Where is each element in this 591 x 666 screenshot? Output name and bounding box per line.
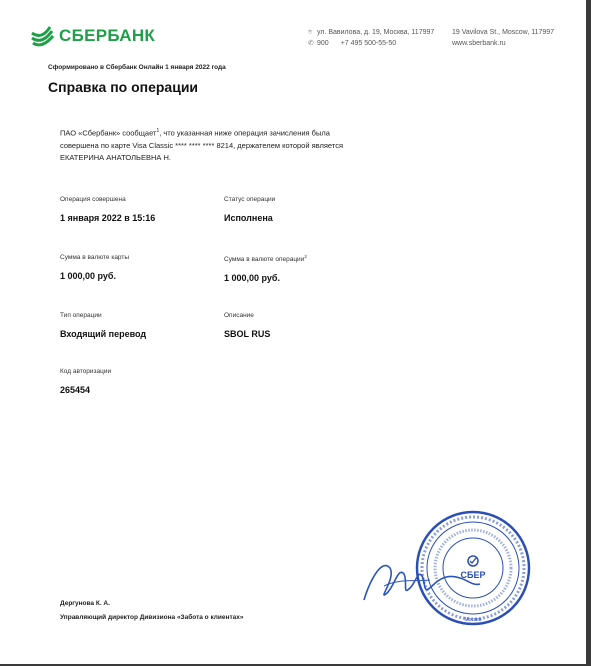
field-operation-type bbox=[60, 312, 146, 339]
field-value: 1 000,00 руб. bbox=[60, 271, 116, 281]
intro-text-line2: совершена по карте Visa Classic **** **** **** 8214, держателем которой является bbox=[60, 140, 344, 150]
field-status bbox=[224, 196, 275, 223]
card-holder-name: ЕКАТЕРИНА АНАТОЛЬЕВНА Н. bbox=[60, 152, 171, 162]
footnote-mark: 1 bbox=[156, 128, 160, 134]
official-seal-icon bbox=[360, 508, 540, 633]
phone-short: 900 bbox=[317, 40, 329, 47]
field-value: 1 000,00 руб. bbox=[224, 273, 280, 284]
field-value: Входящий перевод bbox=[60, 329, 147, 339]
signer-block bbox=[60, 597, 243, 625]
signer-position: Управляющий директор Дивизиона «Забота о клиентах» bbox=[60, 614, 244, 621]
field-value: 265454 bbox=[60, 385, 91, 395]
field-value: 1 января 2022 в 15:16 bbox=[60, 213, 156, 223]
stamp-and-signature bbox=[360, 508, 540, 633]
generated-note: Сформировано в Сбербанк Онлайн 1 января 2022 года bbox=[48, 64, 226, 71]
seal-city: Москва bbox=[464, 617, 482, 623]
field-description bbox=[224, 312, 270, 339]
field-amount-operation bbox=[224, 254, 307, 283]
address-ru: ул. Вавилова, д. 19, Москва, 117997 bbox=[317, 29, 435, 36]
field-value: SBOL RUS bbox=[224, 329, 271, 339]
field-label: Сумма в валюте операции bbox=[224, 256, 305, 264]
website-link[interactable]: www.sberbank.ru bbox=[452, 40, 506, 47]
location-pin-icon: ⌾ bbox=[308, 29, 313, 36]
contacts-en bbox=[452, 27, 554, 49]
field-value: Исполнена bbox=[224, 213, 273, 223]
sberbank-logo-icon bbox=[30, 25, 54, 47]
field-label: Тип операции bbox=[60, 312, 102, 319]
signer-name: Дергунова К. А. bbox=[60, 600, 110, 607]
field-auth-code bbox=[60, 368, 111, 395]
logo-text: СБЕРБАНК bbox=[59, 26, 156, 45]
contacts-ru bbox=[308, 27, 434, 49]
phone-icon: ✆ bbox=[308, 40, 314, 47]
field-label: Операция совершена bbox=[60, 196, 126, 203]
field-label: Статус операции bbox=[224, 196, 276, 203]
phone-long: +7 495 500-55-50 bbox=[340, 40, 397, 47]
field-label: Описание bbox=[224, 312, 254, 319]
sberbank-logo bbox=[30, 25, 155, 47]
field-label: Сумма в валюте карты bbox=[60, 254, 130, 261]
address-en: 19 Vavilova St., Moscow, 117997 bbox=[452, 29, 555, 36]
field-label: Код авторизации bbox=[60, 368, 112, 375]
field-amount-card bbox=[60, 254, 129, 281]
intro-text-b: , что указанная ниже операция зачисления была bbox=[159, 128, 330, 138]
seal-brand: СБЕР bbox=[460, 570, 486, 580]
intro-paragraph bbox=[60, 125, 390, 164]
field-operation-date bbox=[60, 196, 155, 223]
page-title: Справка по операции bbox=[48, 79, 199, 95]
intro-text-a: ПАО «Сбербанк» сообщает bbox=[60, 128, 157, 138]
footnote-mark: 2 bbox=[304, 254, 307, 259]
